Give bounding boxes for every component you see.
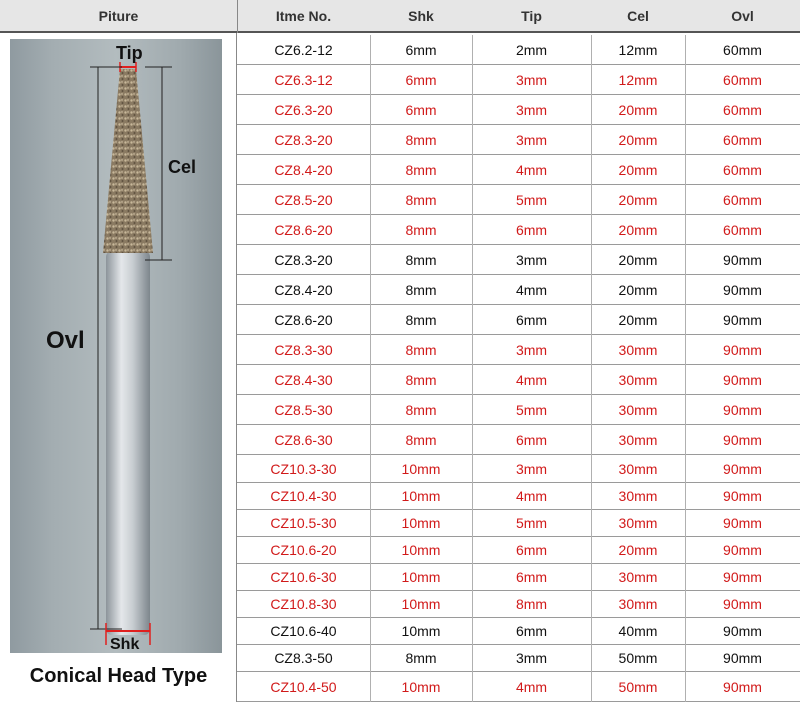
cell-shk: 8mm (405, 342, 437, 358)
cell-tip: 2mm (515, 42, 548, 58)
cell-ovl: 60mm (723, 162, 762, 178)
cell-item-no: CZ8.3-20 (274, 132, 333, 148)
cell-ovl: 60mm (723, 42, 762, 58)
picture-panel (0, 33, 237, 702)
cell-cel: 20mm (618, 102, 658, 118)
cell-tip: 6mm (515, 569, 548, 585)
cell-item-no: CZ8.6-20 (274, 312, 333, 328)
header-cel: Cel (627, 8, 649, 24)
cell-tip: 3mm (515, 461, 548, 477)
cell-item-no: CZ10.3-30 (270, 461, 337, 477)
cell-shk: 10mm (401, 596, 441, 612)
cell-ovl: 90mm (723, 252, 762, 268)
cell-cel: 20mm (618, 282, 658, 298)
cell-item-no: CZ8.3-50 (274, 650, 333, 666)
header-item-no: Itme No. (275, 8, 332, 24)
cell-ovl: 90mm (723, 569, 762, 585)
cell-tip: 4mm (515, 162, 548, 178)
cell-shk: 8mm (405, 252, 437, 268)
header-tip: Tip (521, 8, 542, 24)
table-row (237, 155, 800, 185)
table-row (237, 672, 800, 702)
cell-ovl: 60mm (723, 72, 762, 88)
cell-cel: 20mm (618, 192, 658, 208)
cell-shk: 8mm (405, 192, 437, 208)
cell-item-no: CZ10.6-20 (270, 542, 337, 558)
cell-shk: 10mm (401, 542, 441, 558)
cell-cel: 30mm (618, 432, 658, 448)
cell-cel: 30mm (618, 402, 658, 418)
cell-item-no: CZ8.3-20 (274, 252, 333, 268)
cell-tip: 4mm (515, 372, 548, 388)
cell-tip: 6mm (515, 312, 548, 328)
cell-cel: 20mm (618, 162, 658, 178)
cell-ovl: 60mm (723, 132, 762, 148)
cell-tip: 3mm (515, 342, 548, 358)
cell-cel: 30mm (618, 596, 658, 612)
table-row (237, 483, 800, 510)
cell-tip: 3mm (515, 102, 548, 118)
cell-tip: 6mm (515, 222, 548, 238)
cell-shk: 6mm (405, 72, 437, 88)
cell-shk: 8mm (405, 282, 437, 298)
cell-tip: 3mm (515, 252, 548, 268)
label-shk: Shk (110, 636, 140, 653)
cell-shk: 8mm (405, 372, 437, 388)
cell-shk: 10mm (401, 623, 441, 639)
header-ovl: Ovl (731, 8, 754, 24)
cell-cel: 30mm (618, 342, 658, 358)
cell-ovl: 90mm (723, 312, 762, 328)
header-shk: Shk (408, 8, 434, 24)
cell-cel: 12mm (618, 72, 658, 88)
cell-cel: 30mm (618, 372, 658, 388)
cell-shk: 8mm (405, 432, 437, 448)
cell-cel: 30mm (618, 569, 658, 585)
cell-item-no: CZ10.6-30 (270, 569, 337, 585)
table-row (237, 537, 800, 564)
cell-tip: 6mm (515, 542, 548, 558)
cell-ovl: 90mm (723, 623, 762, 639)
cell-tip: 6mm (515, 623, 548, 639)
cell-item-no: CZ8.5-30 (274, 402, 333, 418)
label-ovl: Ovl (46, 327, 85, 354)
cell-tip: 4mm (515, 282, 548, 298)
cell-cel: 30mm (618, 515, 658, 531)
cell-shk: 6mm (405, 42, 437, 58)
table-row (237, 591, 800, 618)
table-row (237, 335, 800, 365)
caption-conical-head-type: Conical Head Type (29, 665, 208, 687)
cell-tip: 5mm (515, 192, 548, 208)
cell-ovl: 90mm (723, 488, 762, 504)
header-picture: Piture (98, 8, 139, 24)
cell-item-no: CZ8.6-30 (274, 432, 333, 448)
cell-tip: 3mm (515, 132, 548, 148)
cell-ovl: 90mm (723, 461, 762, 477)
cell-item-no: CZ10.4-30 (270, 488, 337, 504)
cell-shk: 10mm (401, 679, 441, 695)
table-row (237, 215, 800, 245)
cell-cel: 20mm (618, 132, 658, 148)
cell-cel: 40mm (618, 623, 658, 639)
label-cel: Cel (168, 157, 197, 177)
cell-cel: 30mm (618, 461, 658, 477)
cell-ovl: 60mm (723, 222, 762, 238)
cell-tip: 5mm (515, 515, 548, 531)
cell-item-no: CZ10.8-30 (270, 596, 337, 612)
cell-cel: 20mm (618, 222, 658, 238)
cell-ovl: 90mm (723, 650, 762, 666)
cell-item-no: CZ6.3-12 (274, 72, 333, 88)
cell-cel: 20mm (618, 542, 658, 558)
cell-tip: 8mm (515, 596, 548, 612)
cell-shk: 8mm (405, 312, 437, 328)
table-row (237, 95, 800, 125)
table-row (237, 125, 800, 155)
cell-item-no: CZ8.4-30 (274, 372, 333, 388)
table-row (237, 510, 800, 537)
cell-item-no: CZ6.3-20 (274, 102, 333, 118)
cell-shk: 10mm (401, 488, 441, 504)
cell-shk: 10mm (401, 515, 441, 531)
cell-tip: 4mm (515, 488, 548, 504)
cell-item-no: CZ8.6-20 (274, 222, 333, 238)
cell-shk: 6mm (405, 102, 437, 118)
cell-tip: 6mm (515, 432, 548, 448)
cell-cel: 12mm (618, 42, 658, 58)
table-row (237, 65, 800, 95)
cell-cel: 30mm (618, 488, 658, 504)
cell-item-no: CZ10.5-30 (270, 515, 337, 531)
cell-ovl: 60mm (723, 102, 762, 118)
cell-ovl: 90mm (723, 679, 762, 695)
table-row (237, 185, 800, 215)
cell-item-no: CZ8.3-30 (274, 342, 333, 358)
cell-cel: 20mm (618, 252, 658, 268)
table-row (237, 618, 800, 645)
cell-shk: 10mm (401, 569, 441, 585)
table-row (237, 395, 800, 425)
cell-cel: 50mm (618, 650, 658, 666)
cell-ovl: 90mm (723, 402, 762, 418)
cell-ovl: 90mm (723, 342, 762, 358)
cell-tip: 3mm (515, 72, 548, 88)
cell-ovl: 90mm (723, 372, 762, 388)
table-row (237, 645, 800, 672)
cell-ovl: 90mm (723, 542, 762, 558)
cell-ovl: 90mm (723, 432, 762, 448)
table-row (237, 245, 800, 275)
table-row (237, 275, 800, 305)
cell-shk: 8mm (405, 222, 437, 238)
product-photo (10, 39, 222, 653)
cell-tip: 5mm (515, 402, 548, 418)
cell-tip: 3mm (515, 650, 548, 666)
cell-shk: 8mm (405, 132, 437, 148)
table-row (237, 564, 800, 591)
table-header (0, 0, 800, 33)
cell-shk: 8mm (405, 650, 437, 666)
cell-shk: 8mm (405, 162, 437, 178)
cell-item-no: CZ10.6-40 (270, 623, 337, 639)
cell-ovl: 90mm (723, 596, 762, 612)
table-row (237, 365, 800, 395)
table-row (237, 35, 800, 65)
cell-tip: 4mm (515, 679, 548, 695)
cell-shk: 10mm (401, 461, 441, 477)
label-tip: Tip (116, 43, 143, 63)
cell-item-no: CZ8.5-20 (274, 192, 333, 208)
cell-item-no: CZ6.2-12 (274, 42, 333, 58)
cell-cel: 50mm (618, 679, 658, 695)
table-row (237, 455, 800, 483)
conical-bit-illustration (10, 39, 222, 653)
cell-item-no: CZ8.4-20 (274, 282, 333, 298)
table-row (237, 305, 800, 335)
cell-ovl: 90mm (723, 515, 762, 531)
cell-shk: 8mm (405, 402, 437, 418)
cell-item-no: CZ8.4-20 (274, 162, 333, 178)
cell-cel: 20mm (618, 312, 658, 328)
cell-item-no: CZ10.4-50 (270, 679, 337, 695)
table-row (237, 425, 800, 455)
cell-ovl: 60mm (723, 192, 762, 208)
cell-ovl: 90mm (723, 282, 762, 298)
